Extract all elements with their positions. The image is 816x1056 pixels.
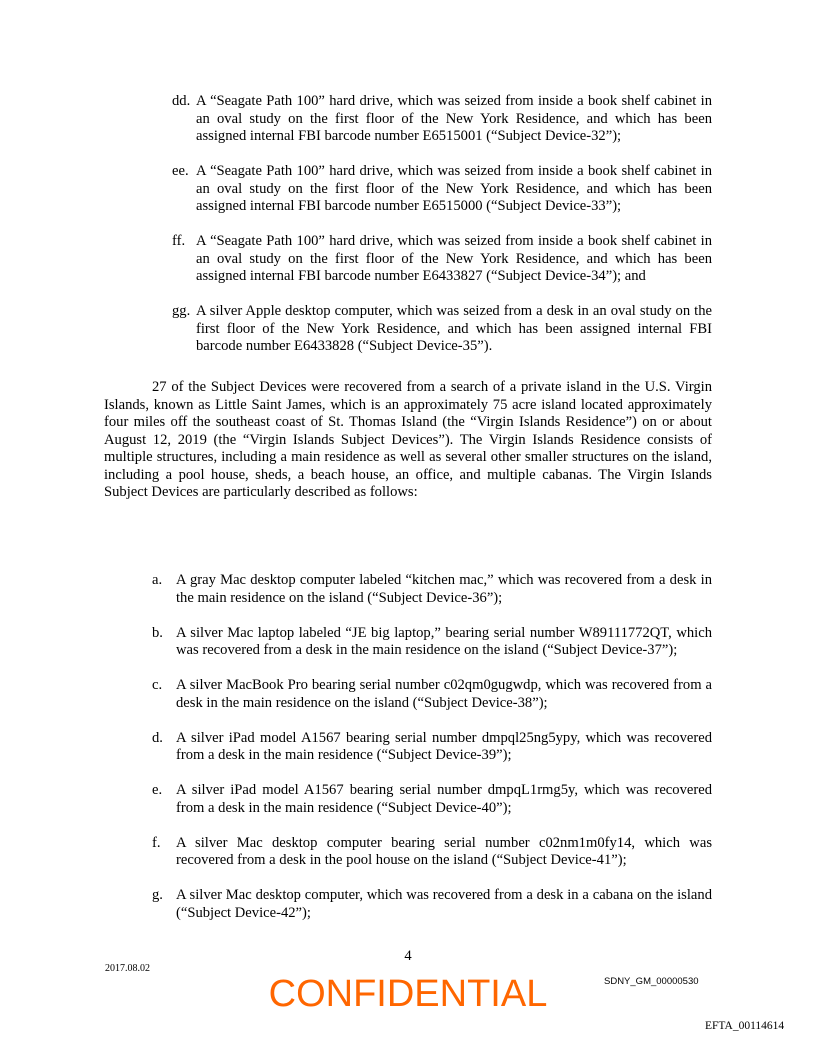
item-label: ff. [172,233,186,249]
item-text: A silver Mac laptop labeled “JE big laptop,” bearing serial number W89111772QT, which was recovered from a desk in the main residence on the island (“Subject Device-37”); [176,624,712,658]
item-label: g. [152,887,163,903]
list-item [152,835,712,870]
item-label: ee. [172,163,189,179]
item-text: A silver Mac desktop computer, which was recovered from a desk in a cabana on the island (“Subject Device-42”); [176,887,712,921]
item-label: f. [152,834,161,851]
item-label: dd. [172,93,191,109]
item-label: c. [152,677,163,693]
page-number: 4 [404,948,412,964]
item-text: A “Seagate Path 100” hard drive, which was seized from inside a book shelf cabinet in an oval study on the first floor of the New York Residence, and which has been assigned internal FBI barcode number E6515001 (“Subject Device-32”); [196,93,712,144]
list-item [152,677,712,712]
list-item [152,572,712,607]
list-item [152,782,712,817]
item-text: A silver iPad model A1567 bearing serial number dmpqL1rmg5y, which was recovered from a desk in the main residence (“Subject Device-40”); [176,782,712,816]
list-item [172,93,712,146]
item-text: A silver Apple desktop computer, which was seized from a desk in an oval study on the first floor of the New York Residence, and which has been assigned internal FBI barcode number E6433828 (“Subject Device-35”). [196,303,712,354]
item-text: A “Seagate Path 100” hard drive, which was seized from inside a book shelf cabinet in an oval study on the first floor of the New York Residence, and which has been assigned internal FBI barcode number E6515000 (“Subject Device-33”); [196,163,712,214]
confidential-stamp: CONFIDENTIAL [268,973,548,1015]
item-label: d. [152,729,163,746]
list-item [172,163,712,216]
item-text: A silver MacBook Pro bearing serial number c02qm0gugwdp, which was recovered from a desk in the main residence on the island (“Subject Device-38”); [176,677,712,711]
body-paragraph: 27 of the Subject Devices were recovered from a search of a private island in the U.S. Virgin Islands, known as Little Saint James, which is an approximately 75 acre island located approximately four miles off the southeast coast of St. Thomas Island (the “Virgin Islands Residence”) on or about August 12, 2019 (the “Virgin Islands Subject Devices”). The Virgin Islands Residence consists of multiple structures, including a main residence as well as several other smaller structures on the island, including a pool house, sheds, a beach house, an office, and multiple cabanas. The Virgin Islands Subject Devices are particularly described as follows: [104,379,712,500]
list-item [152,730,712,765]
device-list-continued [172,93,712,373]
virgin-islands-device-list [152,572,712,940]
item-text: A silver iPad model A1567 bearing serial number dmpql25ng5ypy, which was recovered from a desk in the main residence (“Subject Device-39”); [176,729,712,763]
item-label: a. [152,572,163,588]
item-label: b. [152,624,163,641]
list-item [152,625,712,660]
item-text: A silver Mac desktop computer bearing serial number c02nm1m0fy14, which was recovered from a desk in the pool house on the island (“Subject Device-41”); [176,834,712,868]
bates-number: SDNY_GM_00000530 [604,976,699,987]
item-label: e. [152,782,163,798]
item-text: A gray Mac desktop computer labeled “kitchen mac,” which was recovered from a desk in the main residence on the island (“Subject Device-36”); [176,572,712,606]
footer-date: 2017.08.02 [105,963,150,974]
efta-number: EFTA_00114614 [705,1020,785,1032]
list-item [172,233,712,286]
item-text: A “Seagate Path 100” hard drive, which was seized from inside a book shelf cabinet in an oval study on the first floor of the New York Residence, and which has been assigned internal FBI barcode number E6433827 (“Subject Device-34”); and [196,233,712,284]
item-label: gg. [172,303,191,319]
list-item [152,887,712,922]
list-item [172,303,712,356]
